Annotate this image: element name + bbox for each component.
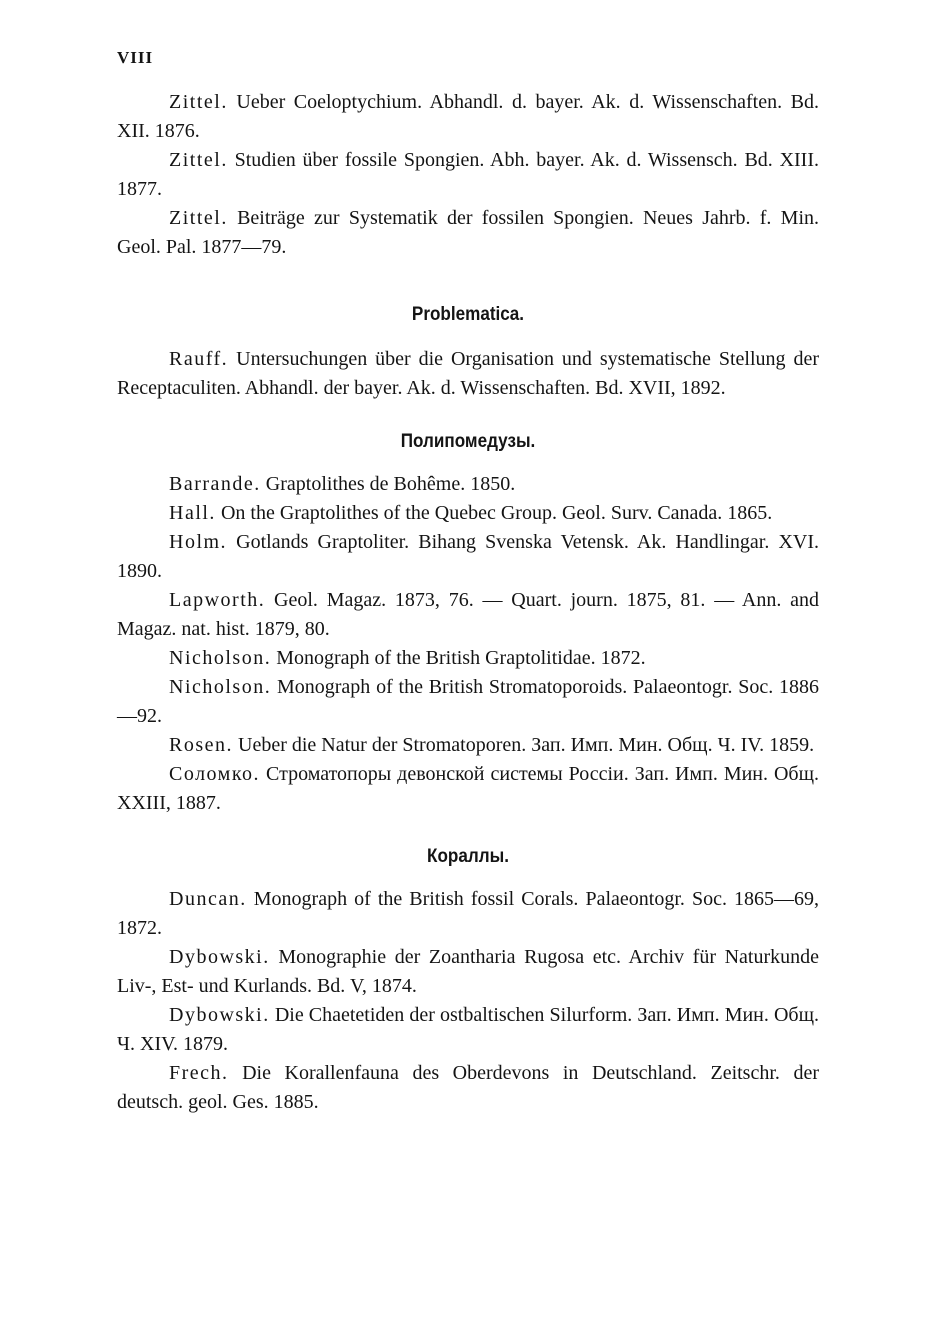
reference-entry — [117, 470, 819, 499]
reference-text: Ueber die Natur der Stromatoporen. Зап. Имп. Мин. Общ. Ч. IV. 1859. — [233, 734, 815, 756]
reference-text: Die Chaetetiden der ostbaltischen Silurform. Зап. Имп. Мин. Общ. Ч. XIV. 1879. — [117, 1004, 819, 1055]
reference-text: Geol. Magaz. 1873, 76. — Quart. journ. 1875, 81. — Ann. and Magaz. nat. hist. 1879, 80. — [117, 589, 819, 640]
reference-entry — [117, 885, 819, 943]
reference-text: Die Korallenfauna des Oberdevons in Deutschland. Zeitschr. der deutsch. geol. Ges. 1885. — [117, 1062, 819, 1113]
reference-text: Monograph of the British fossil Corals. Palaeontogr. Soc. 1865—69, 1872. — [117, 888, 819, 939]
reference-author: Hall. — [169, 502, 216, 524]
reference-author: Barrande. — [169, 473, 261, 495]
reference-author: Rauff. — [169, 348, 229, 370]
reference-text: Studien über fossile Spongien. Abh. bayer. Ak. d. Wissensch. Bd. XIII. 1877. — [117, 149, 819, 200]
reference-entry — [117, 586, 819, 644]
section-corals — [117, 842, 819, 1117]
section-polypomedusae — [117, 427, 819, 818]
reference-text: Gotlands Graptoliter. Bihang Svenska Vetensk. Ak. Handlingar. XVI. 1890. — [117, 531, 819, 582]
reference-entry — [117, 943, 819, 1001]
reference-author: Zittel. — [169, 149, 228, 171]
reference-entry — [117, 528, 819, 586]
reference-author: Dybowski. — [169, 946, 270, 968]
reference-entry — [117, 1059, 819, 1117]
section-sponges-continued — [117, 88, 819, 262]
reference-author: Nicholson. — [169, 676, 272, 698]
reference-author: Duncan. — [169, 888, 247, 910]
reference-entry — [117, 345, 819, 403]
reference-text: Monograph of the British Stromatoporoids. Palaeontogr. Soc. 1886—92. — [117, 676, 819, 727]
reference-text: Untersuchungen über die Organisation und systematische Stellung der Receptaculiten. Abhandl. der bayer. Ak. d. Wissenschaften. Bd. XVII, 1892. — [117, 348, 819, 399]
reference-author: Lapworth. — [169, 589, 266, 611]
reference-author: Frech. — [169, 1062, 229, 1084]
reference-author: Nicholson. — [169, 647, 272, 669]
reference-text: Monograph of the British Graptolitidae. 1872. — [271, 647, 646, 669]
section-heading: Problematica. — [411, 304, 525, 325]
reference-entry — [117, 499, 819, 528]
reference-author: Dybowski. — [169, 1004, 270, 1026]
reference-entry — [117, 644, 819, 673]
reference-author: Zittel. — [169, 91, 228, 113]
section-heading: Полипомедузы. — [400, 431, 536, 452]
reference-text: Строматопоры девонской системы Россіи. Зап. Имп. Мин. Общ. XXIII, 1887. — [117, 763, 819, 814]
reference-entry — [117, 731, 819, 760]
reference-text: Monographie der Zoantharia Rugosa etc. Archiv für Naturkunde Liv-, Est- und Kurlands. Bd. V, 1874. — [117, 946, 819, 997]
reference-text: Graptolithes de Bohême. 1850. — [260, 473, 516, 495]
section-heading: Кораллы. — [427, 846, 509, 867]
reference-text: On the Graptolithes of the Quebec Group. Geol. Surv. Canada. 1865. — [215, 502, 773, 524]
reference-entry — [117, 88, 819, 146]
page-number: VIII — [117, 48, 154, 67]
reference-text: Ueber Coeloptychium. Abhandl. d. bayer. Ak. d. Wissenschaften. Bd. XII. 1876. — [117, 91, 819, 142]
reference-entry — [117, 760, 819, 818]
reference-author: Zittel. — [169, 207, 228, 229]
reference-author: Соломко. — [169, 763, 261, 785]
reference-entry — [117, 146, 819, 204]
reference-author: Holm. — [169, 531, 228, 553]
reference-text: Beiträge zur Systematik der fossilen Spongien. Neues Jahrb. f. Min. Geol. Pal. 1877—79. — [117, 207, 819, 258]
reference-entry — [117, 1001, 819, 1059]
reference-entry — [117, 204, 819, 262]
reference-entry — [117, 673, 819, 731]
book-page — [117, 48, 819, 1117]
section-problematica — [117, 300, 819, 403]
reference-author: Rosen. — [169, 734, 233, 756]
